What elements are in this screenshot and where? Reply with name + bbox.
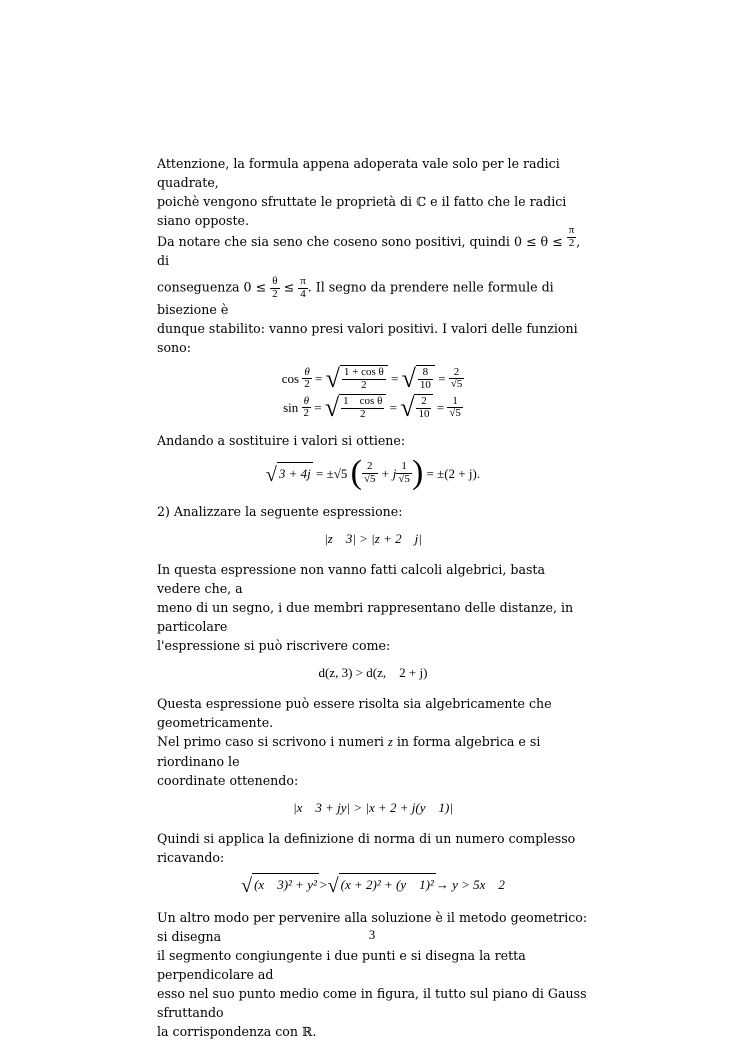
- fraction: [302, 396, 312, 420]
- equation-fragment: + j: [380, 465, 397, 481]
- fraction-denominator: 2: [360, 407, 366, 420]
- variable: z: [387, 735, 393, 750]
- equation-fragment: = ±(2 + j).: [426, 465, 481, 481]
- text-fragment: Nel primo caso si scrivono i numeri: [157, 734, 384, 750]
- fraction: [270, 276, 280, 300]
- radicand: (x 3)² + y²: [252, 873, 319, 894]
- text-line: il segmento congiungente i due punti e si disegna la retta perpendicolare ad: [157, 948, 526, 983]
- square-root: [402, 365, 435, 392]
- equation-cos-sin: [157, 365, 589, 421]
- equation-sqrt-substitution: [157, 456, 589, 490]
- equation-row-cos: cos $\frac{\theta}{2}$ = √ $\frac{\text{1 + cos θ}}{2}$ = √ $\frac{8}{10}$ = $\frac{2}{√5}$: [281, 364, 463, 394]
- text-line: [157, 276, 589, 319]
- square-root: [400, 394, 433, 421]
- equation-fragment: = ±√5: [316, 465, 348, 481]
- square-root: [328, 873, 436, 896]
- radical-sign: √: [401, 364, 416, 394]
- fraction: [396, 461, 412, 485]
- radicand: (x + 2)² + (y 1)²: [339, 873, 436, 894]
- radical-sign: √: [400, 393, 415, 423]
- text-fragment: conseguenza 0 ≤: [157, 279, 267, 295]
- equation-row-sin: sin $\frac{\theta}{2}$ = √ $\frac{\text{1 cos θ}}{2}$ = √ $\frac{2}{10}$ = $\frac{1}{√5}$: [283, 393, 461, 423]
- text-line: Un altro modo per pervenire alla soluzione è il metodo geometrico: si disegna: [157, 910, 588, 945]
- left-paren: (: [350, 454, 362, 492]
- page-number: 3: [368, 927, 376, 942]
- radical-sign: √: [325, 364, 340, 394]
- equation-text: |x 3 + jy| > |x + 2 + j(y 1)|: [293, 800, 453, 816]
- fraction: [342, 367, 386, 391]
- function-name: sin: [283, 400, 299, 416]
- text-line: [157, 732, 589, 771]
- fraction-numerator: π: [568, 224, 575, 237]
- fraction-numerator: θ: [270, 276, 280, 289]
- text-line: la corrispondenza con ℝ.: [157, 1024, 317, 1040]
- fraction-numerator: 2: [416, 396, 431, 409]
- equation-algebraic: [157, 798, 589, 817]
- equation-norm: [157, 873, 589, 896]
- fraction: [341, 396, 384, 420]
- fraction-denominator: 2: [304, 378, 310, 391]
- radicand: 3 + 4j: [277, 462, 313, 483]
- fraction-numerator: 2: [449, 367, 465, 380]
- function-name: cos: [281, 371, 300, 387]
- equation-fragment: >: [318, 877, 328, 893]
- fraction-denominator: √5: [450, 378, 463, 391]
- fraction-denominator: 2: [272, 287, 278, 300]
- paragraph-5: [157, 694, 589, 790]
- fraction-denominator: 10: [419, 378, 431, 391]
- text-fragment: . Il segno da prendere nelle formule di bisezione è: [157, 279, 554, 318]
- fraction-denominator: 2: [303, 407, 310, 420]
- equation-text: |z 3| > |z + 2 j|: [324, 531, 422, 547]
- fraction: [418, 367, 433, 391]
- text-line: meno di un segno, i due membri rappresentano delle distanze, in particolare: [157, 600, 574, 635]
- text-fragment: Da notare che sia seno che coseno sono positivi, quindi 0 ≤ θ ≤: [157, 234, 563, 249]
- radical-sign: √: [327, 875, 339, 898]
- radicand: [340, 365, 388, 391]
- fraction-numerator: 1: [396, 461, 412, 474]
- fraction-denominator: 10: [418, 407, 430, 420]
- fraction-denominator: 4: [300, 287, 306, 300]
- text-fragment: , di: [157, 234, 581, 268]
- radical-sign: √: [241, 875, 253, 898]
- fraction-numerator: 1 + cos θ: [343, 366, 384, 379]
- fraction-denominator: √5: [363, 472, 376, 485]
- radicand: [414, 394, 433, 420]
- fraction-denominator: 2: [568, 237, 575, 249]
- fraction-numerator: 2: [362, 461, 378, 474]
- fraction-numerator: θ: [302, 367, 312, 380]
- text-fragment: ≤: [283, 279, 295, 295]
- fraction: [302, 367, 312, 391]
- text-line: coordinate ottenendo:: [157, 773, 299, 789]
- fraction: [298, 276, 308, 300]
- square-root: [266, 462, 313, 485]
- fraction: [447, 396, 463, 420]
- paragraph-3: 2) Analizzare la seguente espressione:: [157, 504, 403, 520]
- square-root: [326, 365, 388, 392]
- radical-sign: √: [324, 393, 340, 423]
- fraction-numerator: 8: [418, 367, 433, 380]
- fraction: [449, 367, 465, 391]
- paragraph-2: Andando a sostituire i valori si ottiene:: [157, 433, 406, 449]
- radicand: [339, 394, 386, 420]
- equation-inequality: [157, 529, 589, 548]
- fraction-denominator: 2: [361, 378, 367, 391]
- fraction: [362, 461, 378, 485]
- equation-text: d(z, 3) > d(z, 2 + j): [318, 665, 428, 681]
- paragraph-4: [157, 560, 589, 655]
- paragraph-1: [157, 154, 589, 357]
- fraction: [416, 396, 431, 420]
- text-line: l'espressione si può riscrivere come:: [157, 638, 391, 654]
- equation-distance: [157, 663, 589, 682]
- fraction-numerator: 1: [447, 396, 463, 409]
- text-line: Questa espressione può essere risolta sia algebricamente che geometricamente.: [157, 696, 552, 731]
- square-root: [241, 873, 319, 896]
- text-line: poichè vengono sfruttate le proprietà di ℂ e il fatto che le radici siano opposte.: [157, 194, 567, 228]
- fraction-numerator: θ: [302, 396, 312, 409]
- text-fragment: in forma algebrica e si riordinano le: [157, 734, 541, 770]
- text-line: dunque stabilito: vanno presi valori positivi. I valori delle funzioni sono:: [157, 321, 578, 356]
- equation-fragment: → y > 5x 2: [435, 877, 505, 893]
- text-line: esso nel suo punto medio come in figura, il tutto sul piano di Gauss sfruttando: [157, 986, 587, 1021]
- page-body: [157, 154, 589, 1041]
- right-paren: ): [411, 454, 424, 492]
- fraction-numerator: 1 cos θ: [343, 395, 383, 408]
- fraction-denominator: √5: [449, 407, 461, 420]
- text-line: Attenzione, la formula appena adoperata vale solo per le radici quadrate,: [157, 156, 560, 190]
- paragraph-6: Quindi si applica la definizione di norma di un numero complesso ricavando:: [157, 831, 576, 866]
- fraction: [567, 225, 577, 249]
- radical-sign: √: [265, 463, 277, 486]
- square-root: [325, 394, 386, 421]
- radicand: [416, 365, 435, 391]
- text-line: In questa espressione non vanno fatti calcoli algebrici, basta vedere che, a: [157, 562, 545, 597]
- fraction-numerator: π: [300, 275, 306, 287]
- fraction-denominator: √5: [398, 472, 410, 485]
- text-line: [157, 224, 589, 270]
